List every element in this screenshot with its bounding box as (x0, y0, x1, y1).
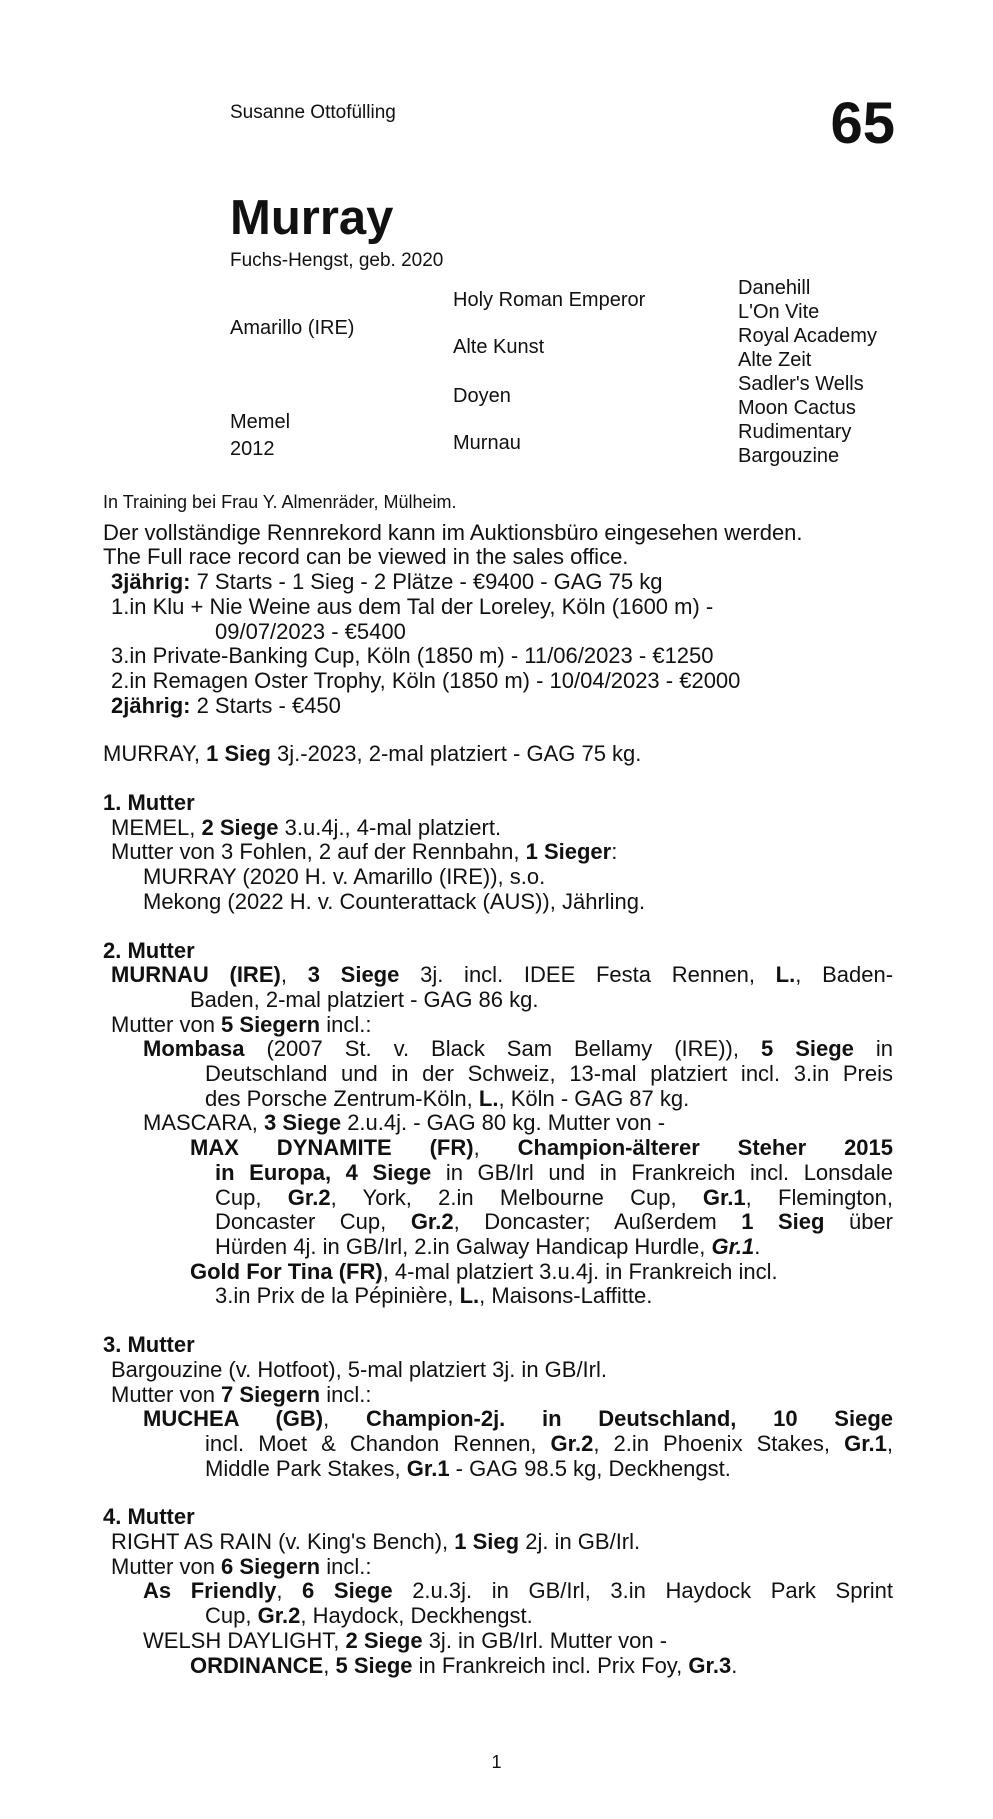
pedigree-g3-7: Rudimentary (738, 421, 852, 443)
record-note-de: Der vollständige Rennrekord kann im Auktionsbüro eingesehen werden. (103, 519, 803, 545)
mascara-line: MASCARA, 3 Siege 2.u.4j. - GAG 80 kg. Mutter von - (143, 1110, 666, 1136)
ordinance-line: ORDINANCE, 5 Siege in Frankreich incl. Prix Foy, Gr.3. (190, 1652, 738, 1678)
dam1-heading: 1. Mutter (103, 790, 195, 816)
dam3-heading: 3. Mutter (103, 1332, 195, 1358)
lot-number: 65 (830, 91, 895, 156)
pedigree-dam: Memel (230, 411, 291, 433)
pedigree-g3-1: Danehill (738, 277, 811, 299)
goldfortina-line-2: 3.in Prix de la Pépinière, L., Maisons-Laffitte. (215, 1283, 653, 1309)
record-2yo: 2jährig: 2 Starts - €450 (111, 692, 341, 718)
dam4-heading: 4. Mutter (103, 1504, 195, 1530)
record-3yo: 3jährig: 7 Starts - 1 Sieg - 2 Plätze - €9400 - GAG 75 kg (111, 569, 663, 595)
dam3-line: Bargouzine (v. Hotfoot), 5-mal platziert 3j. in GB/Irl. (111, 1356, 607, 1382)
dam4-produce: Mutter von 6 Siegern incl.: (111, 1553, 372, 1579)
horse-name: Murray (230, 191, 394, 245)
pedigree-g3-2: L'On Vite (738, 301, 820, 323)
dam2-produce: Mutter von 5 Siegern incl.: (111, 1011, 372, 1037)
muchea-line-3: Middle Park Stakes, Gr.1 - GAG 98.5 kg, Deckhengst. (205, 1455, 731, 1481)
page-number: 1 (491, 1752, 502, 1772)
asfriendly-line-1: As Friendly, 6 Siege 2.u.3j. in GB/Irl, 3.in Haydock Park Sprint (143, 1578, 894, 1604)
race-1: 1.in Klu + Nie Weine aus dem Tal der Loreley, Köln (1600 m) - (111, 593, 714, 619)
race-1-date: 09/07/2023 - €5400 (215, 618, 406, 644)
maxdynamite-line-5: Hürden 4j. in GB/Irl, 2.in Galway Handicap Hurdle, Gr.1. (215, 1233, 761, 1259)
pedigree-dam-year: 2012 (230, 438, 275, 460)
summary-line: MURRAY, 1 Sieg 3j.-2023, 2-mal platziert - GAG 75 kg. (103, 741, 642, 767)
dam2-line-2: Baden, 2-mal platziert - GAG 86 kg. (190, 986, 539, 1012)
dam1-produce: Mutter von 3 Fohlen, 2 auf der Rennbahn, 1 Sieger: (111, 839, 618, 865)
race-3: 2.in Remagen Oster Trophy, Köln (1850 m) - 10/04/2023 - €2000 (111, 667, 741, 693)
record-note-en: The Full race record can be viewed in the sales office. (103, 544, 629, 570)
pedigree-g3-6: Moon Cactus (738, 397, 856, 419)
race-2: 3.in Private-Banking Cup, Köln (1850 m) - 11/06/2023 - €1250 (111, 643, 714, 669)
muchea-line-2: incl. Moet & Chandon Rennen, Gr.2, 2.in Phoenix Stakes, Gr.1, (205, 1430, 894, 1456)
dam1-foal-2: Mekong (2022 H. v. Counterattack (AUS)), Jährling. (143, 888, 646, 914)
maxdynamite-line-4: Doncaster Cup, Gr.2, Doncaster; Außerdem 1 Sieg über (215, 1209, 893, 1235)
pedigree-sire-sire: Holy Roman Emperor (453, 289, 646, 311)
horse-description: Fuchs-Hengst, geb. 2020 (230, 250, 444, 271)
dam2-heading: 2. Mutter (103, 937, 195, 963)
pedigree-dam-dam: Murnau (453, 432, 521, 454)
mombasa-line-2: Deutschland und in der Schweiz, 13-mal platziert incl. 3.in Preis (205, 1061, 893, 1087)
pedigree-g3-8: Bargouzine (738, 445, 840, 467)
goldfortina-line-1: Gold For Tina (FR), 4-mal platziert 3.u.4j. in Frankreich incl. (190, 1258, 778, 1284)
pedigree-sire: Amarillo (IRE) (230, 317, 355, 339)
catalogue-body (103, 490, 893, 1678)
maxdynamite-line-1: MAX DYNAMITE (FR), Champion-älterer Steher 2015 (190, 1135, 894, 1161)
dam2-line-1: MURNAU (IRE), 3 Siege 3j. incl. IDEE Festa Rennen, L., Baden- (111, 962, 894, 988)
pedigree-sire-dam: Alte Kunst (453, 336, 545, 358)
training-line: In Training bei Frau Y. Almenräder, Mülheim. (103, 492, 457, 512)
muchea-line-1: MUCHEA (GB), Champion-2j. in Deutschland, 10 Siege (143, 1406, 894, 1432)
pedigree-g3-5: Sadler's Wells (738, 373, 864, 395)
pedigree-g3-3: Royal Academy (738, 325, 877, 347)
dam1-line: MEMEL, 2 Siege 3.u.4j., 4-mal platziert. (111, 814, 502, 840)
maxdynamite-line-3: Cup, Gr.2, York, 2.in Melbourne Cup, Gr.1, Flemington, (215, 1184, 893, 1210)
pedigree-dam-sire: Doyen (453, 385, 511, 407)
maxdynamite-line-2: in Europa, 4 Siege in GB/Irl und in Frankreich incl. Lonsdale (215, 1159, 893, 1185)
consignor-name: Susanne Ottofülling (230, 102, 396, 123)
pedigree-g3-4: Alte Zeit (738, 349, 812, 371)
dam1-foal-1: MURRAY (2020 H. v. Amarillo (IRE)), s.o. (143, 864, 546, 890)
welshdaylight-line: WELSH DAYLIGHT, 2 Siege 3j. in GB/Irl. Mutter von - (143, 1627, 668, 1653)
dam4-line: RIGHT AS RAIN (v. King's Bench), 1 Sieg 2j. in GB/Irl. (111, 1529, 641, 1555)
mombasa-line-1: Mombasa (2007 St. v. Black Sam Bellamy (IRE)), 5 Siege in (143, 1036, 893, 1062)
mombasa-line-3: des Porsche Zentrum-Köln, L., Köln - GAG 87 kg. (205, 1085, 690, 1111)
dam3-produce: Mutter von 7 Siegern incl.: (111, 1381, 372, 1407)
asfriendly-line-2: Cup, Gr.2, Haydock, Deckhengst. (205, 1603, 533, 1629)
